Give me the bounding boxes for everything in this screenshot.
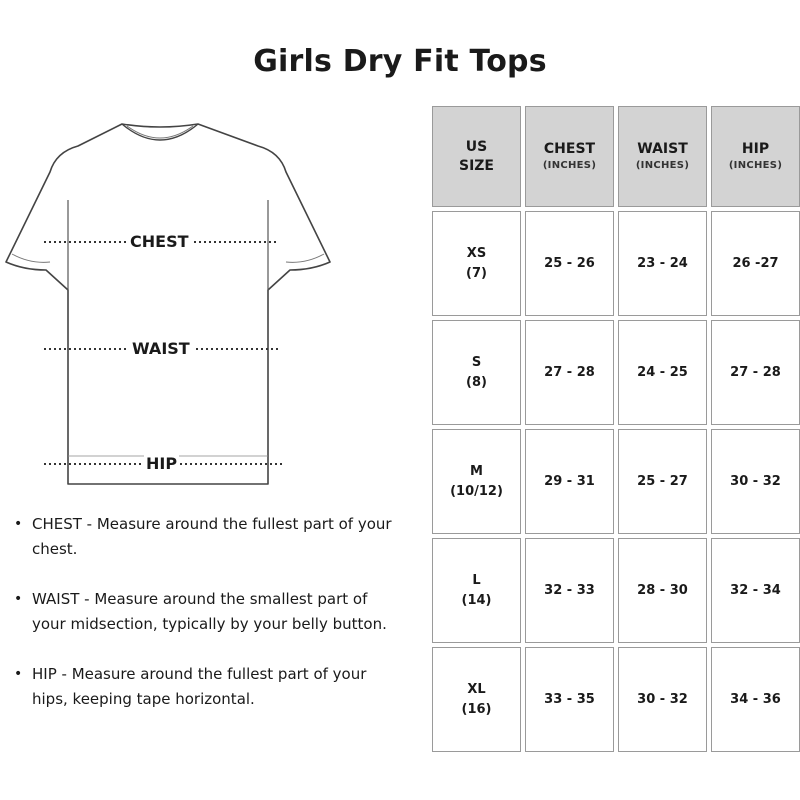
- table-cell-hip: [711, 538, 800, 643]
- chest-label: CHEST: [130, 232, 189, 251]
- header-main-2: SIZE: [458, 157, 494, 174]
- table-cell-waist: [618, 538, 707, 643]
- header-chest: [525, 106, 614, 207]
- header-main: US: [465, 138, 488, 155]
- header-hip: [711, 106, 800, 207]
- t-shirt-icon: [0, 110, 340, 500]
- size-chart-table: [432, 106, 800, 750]
- size-number: (10/12): [450, 483, 503, 499]
- note-text: WAIST - Measure around the smallest part of your midsection, typically by your belly button.: [32, 590, 387, 633]
- table-cell-waist: [618, 429, 707, 534]
- size-number: (16): [461, 701, 492, 717]
- cell-value: 33 - 35: [544, 692, 595, 707]
- table-cell-chest: [525, 320, 614, 425]
- cell-value: 30 - 32: [637, 692, 688, 707]
- table-cell-hip: [711, 429, 800, 534]
- size-number: (7): [466, 265, 487, 281]
- table-row-size: [432, 538, 521, 643]
- hip-label: HIP: [146, 454, 178, 473]
- table-cell-waist: [618, 211, 707, 316]
- header-sub: (INCHES): [728, 160, 783, 171]
- cell-value: 25 - 26: [544, 256, 595, 271]
- header-sub: (INCHES): [542, 160, 597, 171]
- header-main: WAIST: [637, 141, 688, 157]
- page-title: Girls Dry Fit Tops: [253, 44, 547, 79]
- table-cell-waist: [618, 647, 707, 752]
- cell-value: 29 - 31: [544, 474, 595, 489]
- size-label: S: [471, 354, 482, 370]
- cell-value: 28 - 30: [637, 583, 688, 598]
- measurement-notes: [14, 512, 394, 737]
- header-size: [432, 106, 521, 207]
- cell-value: 34 - 36: [730, 692, 781, 707]
- table-cell-hip: [711, 647, 800, 752]
- cell-value: 30 - 32: [730, 474, 781, 489]
- bullet-icon: •: [14, 516, 23, 532]
- note-hip: [14, 662, 394, 712]
- cell-value: 24 - 25: [637, 365, 688, 380]
- cell-value: 26 -27: [732, 256, 779, 271]
- table-cell-chest: [525, 429, 614, 534]
- cell-value: 23 - 24: [637, 256, 688, 271]
- size-number: (14): [461, 592, 492, 608]
- table-row-size: [432, 647, 521, 752]
- header-waist: [618, 106, 707, 207]
- cell-value: 32 - 33: [544, 583, 595, 598]
- size-label: L: [472, 572, 481, 588]
- size-label: M: [470, 463, 483, 479]
- note-text: CHEST - Measure around the fullest part of your chest.: [32, 515, 392, 558]
- waist-label: WAIST: [132, 339, 190, 358]
- table-cell-waist: [618, 320, 707, 425]
- bullet-icon: •: [14, 666, 23, 682]
- header-main: HIP: [741, 141, 770, 157]
- size-number: (8): [466, 374, 487, 390]
- cell-value: 25 - 27: [637, 474, 688, 489]
- table-cell-chest: [525, 647, 614, 752]
- table-row-size: [432, 211, 521, 316]
- shirt-diagram: [0, 110, 340, 500]
- cell-value: 32 - 34: [730, 583, 781, 598]
- table-cell-hip: [711, 320, 800, 425]
- header-sub: (INCHES): [635, 160, 690, 171]
- note-waist: [14, 587, 394, 637]
- note-text: HIP - Measure around the fullest part of your hips, keeping tape horizontal.: [32, 665, 367, 708]
- header-main: CHEST: [543, 141, 596, 157]
- cell-value: 27 - 28: [730, 365, 781, 380]
- size-label: XS: [466, 245, 487, 261]
- cell-value: 27 - 28: [544, 365, 595, 380]
- size-label: XL: [467, 681, 486, 697]
- note-chest: [14, 512, 394, 562]
- table-row-size: [432, 429, 521, 534]
- bullet-icon: •: [14, 591, 23, 607]
- table-row-size: [432, 320, 521, 425]
- table-cell-chest: [525, 211, 614, 316]
- table-cell-hip: [711, 211, 800, 316]
- table-cell-chest: [525, 538, 614, 643]
